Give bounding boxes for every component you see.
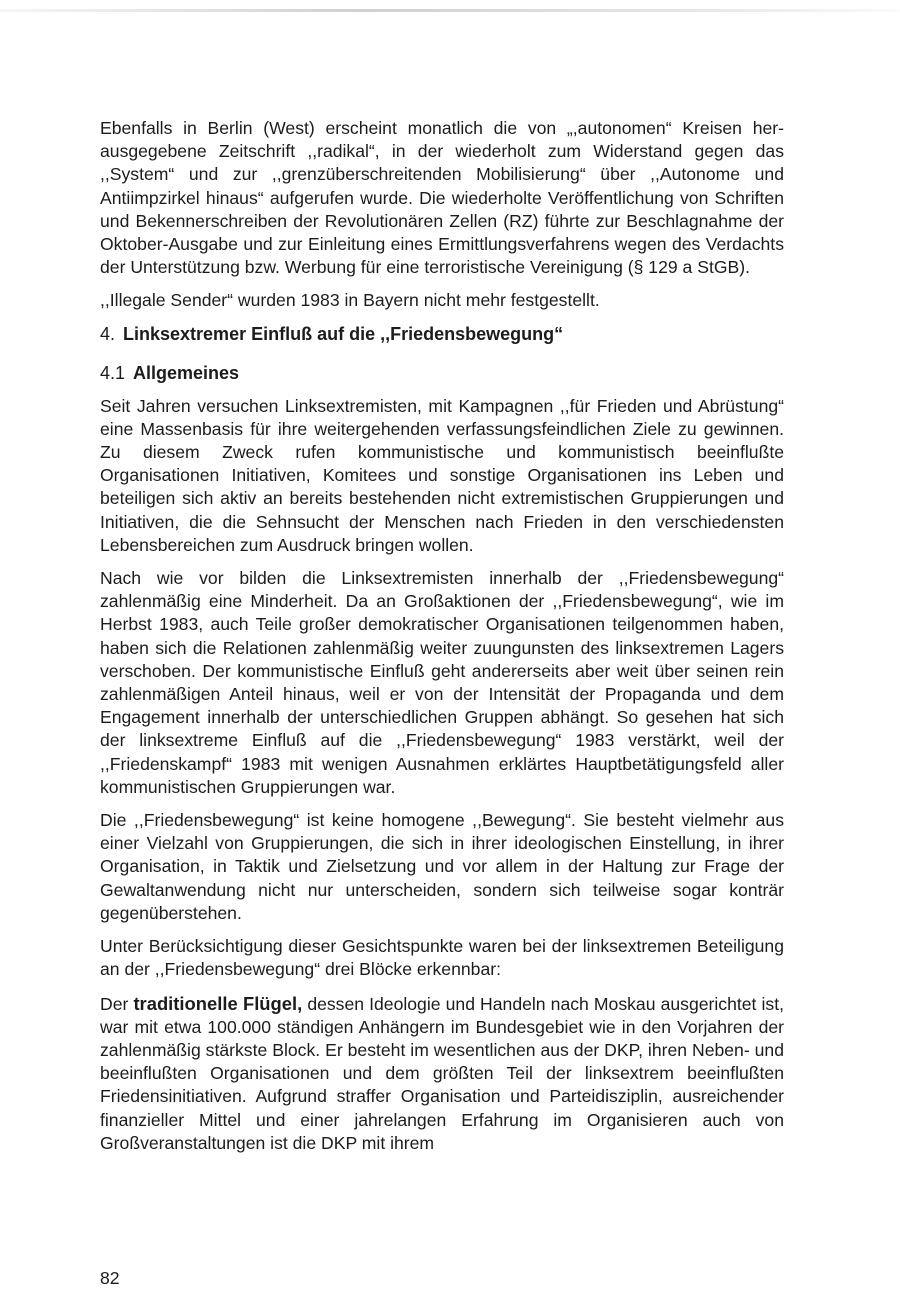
paragraph-rest: dessen Ideologie und Handeln nach Moskau ausgerichtet ist, war mit etwa 100.000 ständigen Anhängern im Bundesgebiet wie in den Vorjahren der zahlenmäßig stärkste Block. Er besteht im wesentlichen aus der DKP, ihren Neben- und beeinflußten Organisationen und dem größten Teil der linksextrem beeinflußten Friedensinitiativen. Aufgrund straffer Organisation und Parteidisziplin, ausreichender finanzieller Mittel und einer jahrelangen Erfahrung im Organisieren auch von Großveranstaltungen ist die DKP mit ihrem xyxy=(100,993,784,1153)
section-heading xyxy=(100,323,784,346)
paragraph-radikal: Ebenfalls in Berlin (West) erscheint monatlich die von „,autonomen“ Kreisen herausgegebene Zeitschrift ,,radikal“, in der wiederholt zum Widerstand gegen das ,,System“ und zur ,,grenzüberschreitenden Mobilisierung“ über ,,Autonome und Antiimpzirkel hinaus“ aufgerufen wurde. Die wiederholte Veröffentlichung von Schriften und Bekennerschreiben der Revolutionären Zellen (RZ) führte zur Beschlagnahme der Oktober-Ausgabe und zur Einleitung eines Ermittlungsverfahrens wegen des Verdachts der Unterstützung bzw. Werbung für eine terroristische Vereinigung (§ 129 a StGB). xyxy=(100,118,784,278)
section-title: Linksextremer Einfluß auf die ,,Friedensbewegung“ xyxy=(123,323,564,344)
paragraph-bold-term: traditionelle Flügel, xyxy=(133,992,303,1014)
scan-edge-line xyxy=(0,9,900,12)
paragraph-body-4: Unter Berücksichtigung dieser Gesichtspunkte waren bei der linksextremen Beteiligung an der ,,Friedensbewegung“ drei Blöcke erkennbar: xyxy=(100,936,784,980)
page-number: 82 xyxy=(100,1268,120,1288)
subsection-heading xyxy=(100,362,784,385)
section-number: 4. xyxy=(100,323,116,344)
paragraph-prefix: Der xyxy=(100,993,134,1014)
page-body xyxy=(100,117,784,1165)
paragraph-traditioneller-fluegel xyxy=(100,992,784,1155)
paragraph-illegale-sender: ,,Illegale Sender“ wurden 1983 in Bayern nicht mehr festgestellt. xyxy=(100,290,600,311)
paragraph-body-1: Seit Jahren versuchen Linksextremisten, mit Kampagnen ,,für Frieden und Abrüstung“ eine Massenbasis für ihre weitergehenden verfassungsfeindlichen Ziele zu gewinnen. Zu diesem Zweck rufen kommunistische und kommunistisch beeinflußte Organisationen Initiativen, Komitees und sonstige Organisationen ins Leben und beteiligen sich aktiv an bereits bestehenden nicht extremistischen Gruppierungen und Initiativen, die die Sehnsucht der Menschen nach Frieden in den verschiedensten Lebensbereichen zum Ausdruck bringen wollen. xyxy=(100,395,784,555)
subsection-title: Allgemeines xyxy=(133,362,240,383)
paragraph-body-2: Nach wie vor bilden die Linksextremisten innerhalb der ,,Friedensbewegung“ zahlenmäßig eine Minderheit. Da an Großaktionen der ,,Friedensbewegung“, wie im Herbst 1983, auch Teile großer demokratischer Organisationen teilgenommen haben, haben sich die Relationen zahlenmäßig weiter zuungunsten des linksextremen Lagers verschoben. Der kommunistische Einfluß geht andererseits aber weit über seinen rein zahlenmäßigen Anteil hinaus, weil er von der Intensität der Propaganda und dem Engagement innerhalb der unterschiedlichen Gruppen abhängt. So gesehen hat sich der linksextreme Einfluß auf die ,,Friedensbewegung“ 1983 verstärkt, weil der ,,Friedenskampf“ 1983 mit wenigen Ausnahmen erklärtes Hauptbetätigungsfeld aller kommunistischen Gruppierungen war. xyxy=(100,568,784,797)
subsection-number: 4.1 xyxy=(100,362,126,383)
paragraph-body-3: Die ,,Friedensbewegung“ ist keine homogene ,,Bewegung“. Sie besteht vielmehr aus einer Vielzahl von Gruppierungen, die sich in ihrer ideologischen Einstellung, in ihrer Organisation, in Taktik und Zielsetzung und vor allem in der Haltung zur Frage der Gewaltanwendung nicht nur unterscheiden, sondern sich teilweise sogar konträr gegenüberstehen. xyxy=(100,810,784,923)
